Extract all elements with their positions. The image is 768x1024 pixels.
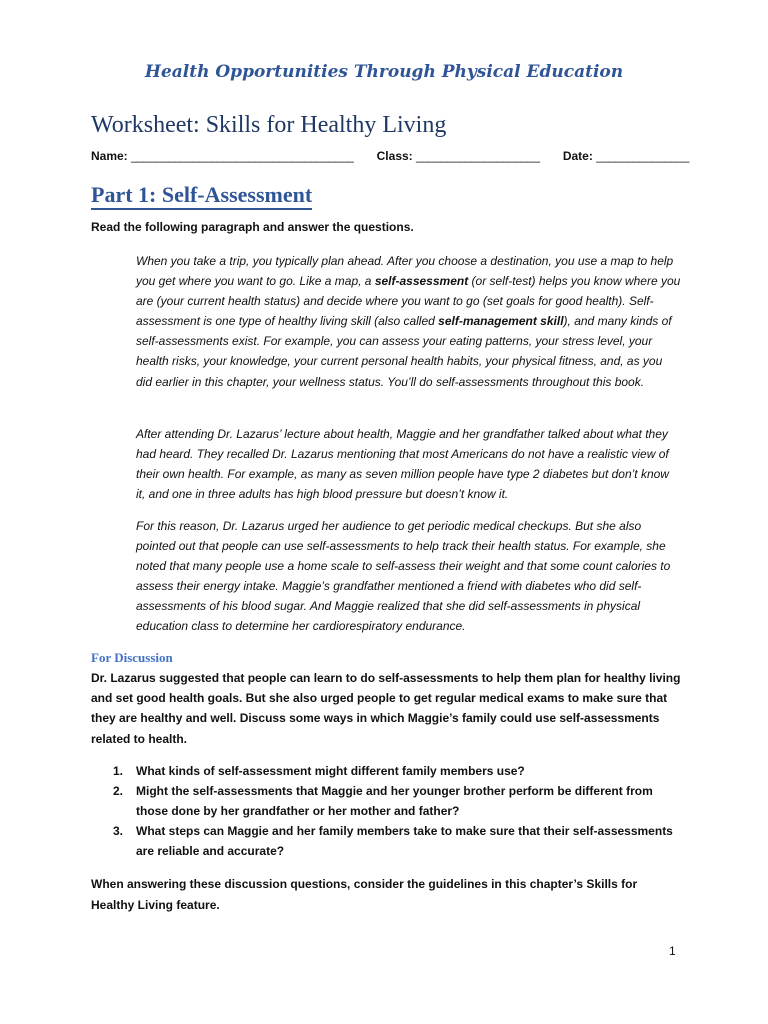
date-field-line: _______________ — [596, 149, 689, 163]
passage-paragraph-1 — [136, 251, 681, 392]
discussion-heading: For Discussion — [91, 650, 173, 665]
name-label: Name: — [91, 149, 128, 163]
name-field-line: ____________________________________ — [131, 149, 354, 163]
class-label: Class: — [376, 149, 413, 163]
list-item — [91, 821, 681, 861]
page-number: 1 — [669, 944, 676, 958]
discussion-body: Dr. Lazarus suggested that people can learn to do self-assessments to help them plan for healthy living and set good health goals. But she also urged people to get regular medical exams to make sure that they are healthy and well. Discuss some ways in which Maggie’s family could use self-assessments related to health. — [91, 671, 681, 746]
question-number: 2. — [113, 784, 124, 798]
question-number: 3. — [113, 824, 124, 838]
passage-text: ), and many kinds of self-assessments exist. For example, you can assess your eating patterns, your stress level, your health risks, your knowledge, your current personal health habits, your physical fitness, and, as you did earlier in this chapter, your wellness status. You’ll do self-assessments throughout this book. — [136, 314, 672, 389]
date-label: Date: — [562, 149, 593, 163]
passage-paragraph-2: After attending Dr. Lazarus’ lecture about health, Maggie and her grandfather talked about what they had heard. They recalled Dr. Lazarus mentioning that most Americans do not have a realistic view of their own health. For example, as many as seven million people have type 2 diabetes but don’t know it, and one in three adults has high blood pressure but doesn’t know it. — [136, 427, 669, 502]
passage-paragraph-3: For this reason, Dr. Lazarus urged her audience to get periodic medical checkups. But she also pointed out that people can use self-assessments to help track their health status. For example, she noted that many people use a home scale to self-assess their weight and that some count calories to assess their energy intake. Maggie’s grandfather mentioned a friend with diabetes who did self-assessments of his blood sugar. And Maggie realized that she did self-assessments in physical education class to determine her cardiorespiratory endurance. — [136, 519, 671, 634]
list-item — [91, 761, 681, 781]
question-text: Might the self-assessments that Maggie and her younger brother perform be different from those done by her grandfather or her mother and father? — [136, 784, 653, 818]
worksheet-title: Worksheet: Skills for Healthy Living — [91, 112, 447, 138]
closing-note: When answering these discussion questions, consider the guidelines in this chapter’s Skills for Healthy Living feature. — [91, 877, 638, 912]
instructions: Read the following paragraph and answer the questions. — [91, 220, 414, 234]
student-info-fields — [91, 149, 689, 163]
question-text: What steps can Maggie and her family members take to make sure that their self-assessments are reliable and accurate? — [136, 824, 673, 858]
passage-text: (or self-test) helps you know where you are (your current health status) and decide where you want to go (set goals for good health). Self-assessment is one type of healthy living skill (also called — [136, 274, 681, 329]
discussion-questions — [91, 761, 681, 861]
question-number: 1. — [113, 764, 124, 778]
book-title: Health Opportunities Through Physical Education — [144, 62, 624, 82]
term-self-assessment: self-assessment — [374, 274, 469, 289]
list-item — [91, 781, 681, 821]
question-text: What kinds of self-assessment might different family members use? — [136, 764, 525, 778]
class-field-line: ____________________ — [416, 149, 540, 163]
passage-text: When you take a trip, you typically plan ahead. After you choose a destination, you use a map to help you get where you want to go. Like a map, a — [136, 254, 674, 289]
term-self-management-skill: self-management skill — [438, 314, 564, 329]
part-heading: Part 1: Self-Assessment — [91, 183, 312, 210]
